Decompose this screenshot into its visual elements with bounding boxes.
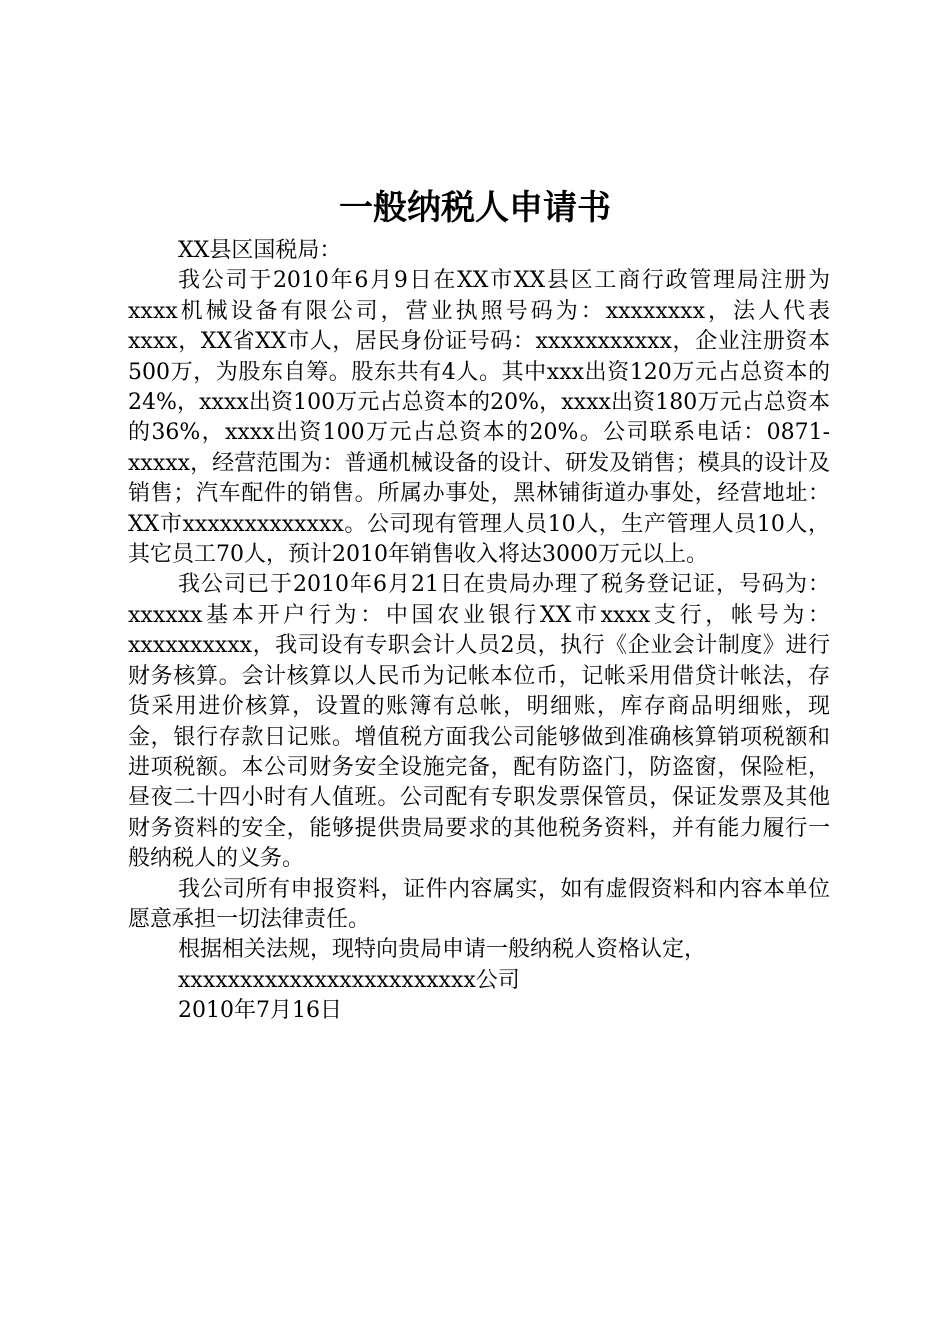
paragraph-declaration: 我公司所有申报资料，证件内容属实，如有虚假资料和内容本单位愿意承担一切法律责任。 <box>128 876 830 932</box>
paragraph-request: 根据相关法规，现特向贵局申请一般纳税人资格认定， <box>178 937 707 963</box>
paragraph-company-registration: 我公司于2010年6月9日在XX市XX县区工商行政管理局注册为xxxx机械设备有限公司，营业执照号码为：xxxxxxxx，法人代表xxxx，XX省XX市人，居民身份证号码：xxxxxxxxxxx，企业注册资本500万，为股东自筹。股东共有4人。其中xxx出资120万元占总资本的24%，xxxx出资100万元占总资本的20%，xxxx出资180万元占总资本的36%，xxxx出资100万元占总资本的20%。公司联系电话：0871-xxxxx，经营范围为：普通机械设备的设计、研发及销售；模具的设计及销售；汽车配件的销售。所属办事处，黑林铺街道办事处，经营地址：XX市xxxxxxxxxxxxx。公司现有管理人员10人，生产管理人员10人，其它员工70人，预计2010年销售收入将达3000万元以上。 <box>128 268 830 568</box>
signature-company: xxxxxxxxxxxxxxxxxxxxxxxx公司 <box>178 967 520 993</box>
paragraph-tax-registration: 我公司已于2010年6月21日在贵局办理了税务登记证，号码为：xxxxxx基本开户行为：中国农业银行XX市xxxx支行，帐号为：xxxxxxxxxx，我司设有专职会计人员2员，执行《企业会计制度》进行财务核算。会计核算以人民币为记帐本位币，记帐采用借贷计帐法，存货采用进价核算，设置的账簿有总帐，明细账，库存商品明细账，现金，银行存款日记账。增值税方面我公司能够做到准确核算销项税额和进项税额。本公司财务安全设施完备，配有防盗门，防盗窗，保险柜，昼夜二十四小时有人值班。公司配有专职发票保管员，保证发票及其他财务资料的安全，能够提供贵局要求的其他税务资料，并有能力履行一般纳税人的义务。 <box>128 572 830 872</box>
document-title: 一般纳税人申请书 <box>339 188 611 228</box>
addressee: XX县区国税局： <box>178 238 342 263</box>
document-body <box>128 236 830 1027</box>
signature-date: 2010年7月16日 <box>178 998 342 1024</box>
